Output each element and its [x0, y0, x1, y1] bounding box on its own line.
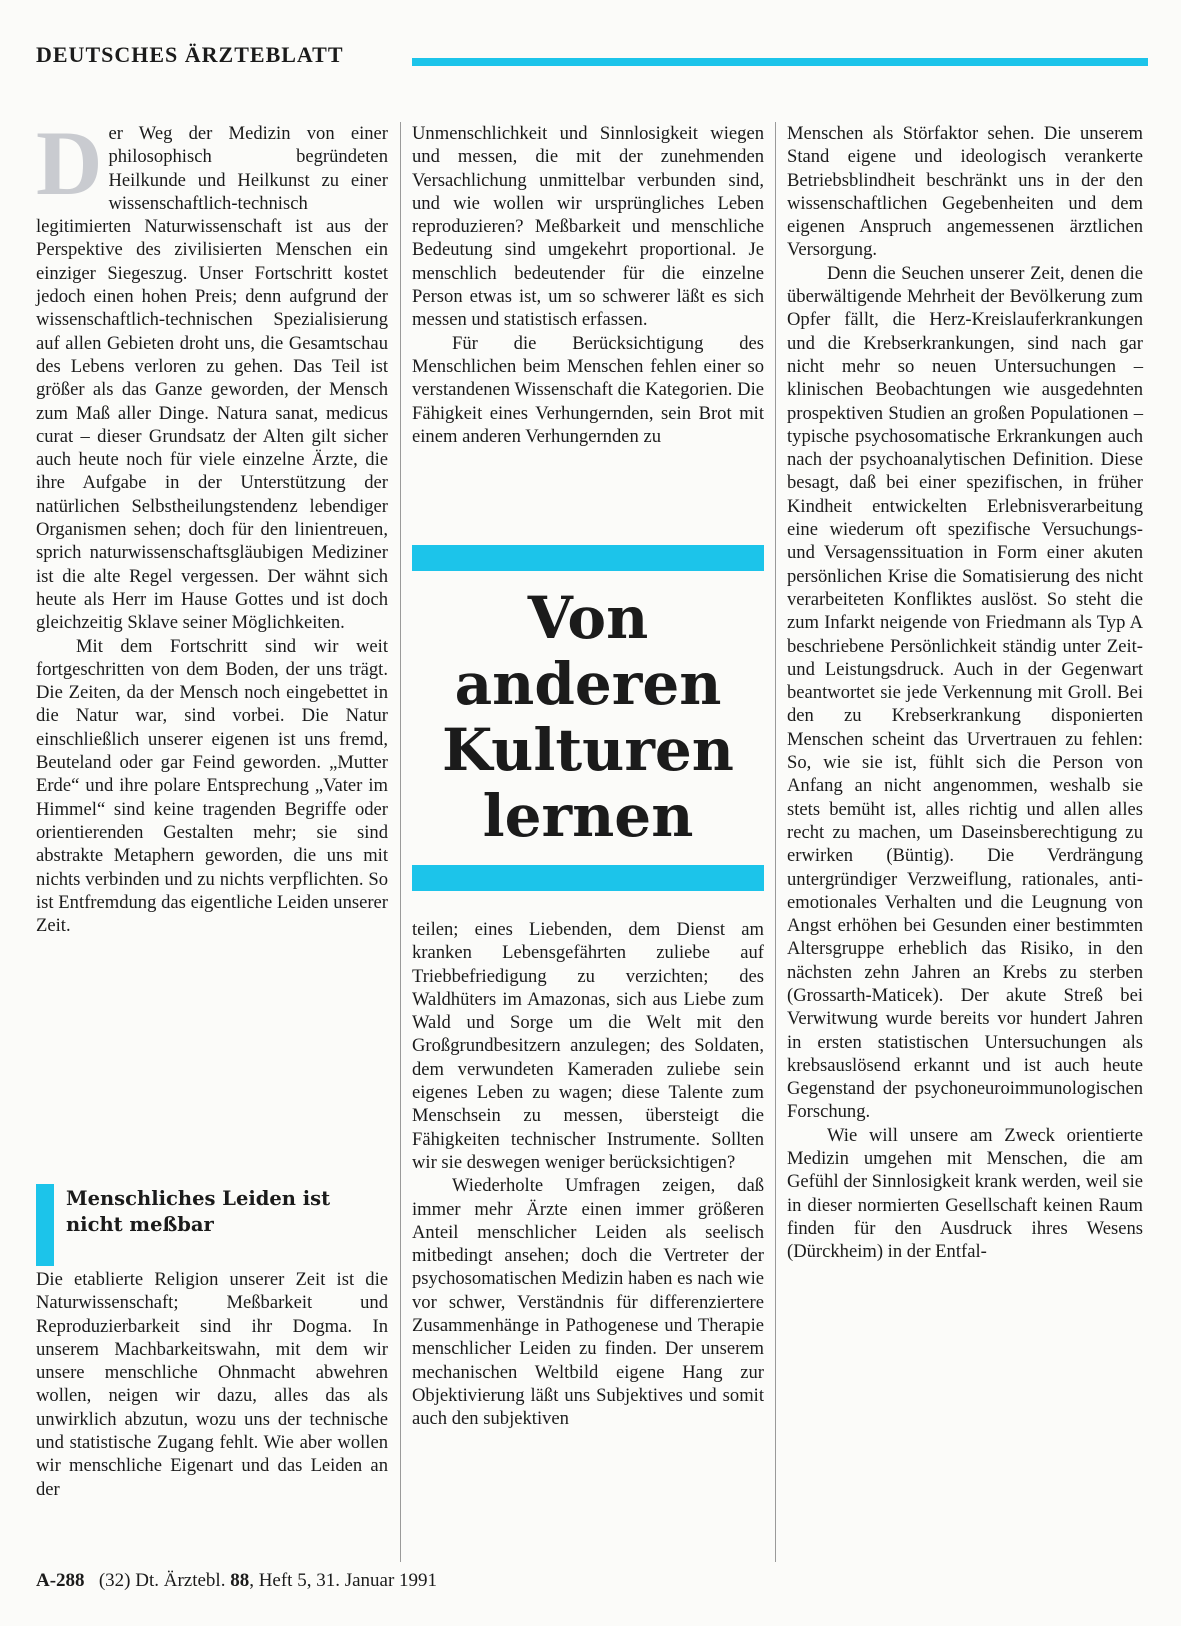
paragraph: Unmenschlichkeit und Sinnlosigkeit wiegen und messen, die mit der zunehmenden Versachlichung unmittelbar verbunden sind, und wie wollen wir ursprüngliches Leben reproduzieren? Meßbarkeit und menschliche Bedeutung sind umgekehrt proportional. Je menschlich bedeutender für die einzelne Person etwas ist, um so schwerer läßt es sich messen und statistisch erfassen.	[412, 123, 764, 331]
headline-box	[412, 545, 764, 890]
column-1-continued	[36, 1268, 388, 1501]
headline-bar-bottom	[412, 865, 764, 891]
subheading-block	[36, 1184, 388, 1266]
paragraph	[36, 112, 388, 635]
journal-citation: (32) Dt. Ärztebl.	[98, 1570, 226, 1591]
subheading: Menschliches Leiden ist nicht meßbar	[66, 1187, 331, 1236]
issue-date: , Heft 5, 31. Januar 1991	[249, 1570, 438, 1591]
column-2	[412, 122, 764, 448]
paragraph: Für die Berücksichtigung des Menschlichen beim Menschen fehlen einer so verstandenen Wissenschaft die Kategorien. Die Fähigkeit eines Verhungernden, sein Brot mit einem anderen Verhungernden zu	[412, 332, 764, 447]
paragraph: Wie will unsere am Zweck orientierte Medizin umgehen mit Menschen, die am Gefühl der Sinnlosigkeit krank werden, weil sie in dieser normierten Gesellschaft keinen Raum finden für den Ausdruck ihres Wesens (Dürckheim) in der Entfal-	[787, 1124, 1143, 1263]
paragraph: teilen; eines Liebenden, dem Dienst am kranken Lebensgefährten zuliebe auf Triebbefriedigung zu verzichten; des Waldhüters im Amazonas, sich aus Liebe zum Wald und Sorge um die Welt mit den Großgrundbesitzern anzulegen; des Soldaten, dem verwundeten Kameraden zuliebe sein eigenes Leben zu wagen; diese Talente zum Menschsein zu messen, übersteigt die Fähigkeiten technischer Instrumente. Sollten wir sie deswegen weniger berücksichtigen?	[412, 919, 764, 1173]
column-divider	[400, 122, 401, 1562]
page-footer	[36, 1570, 437, 1592]
column-2-continued	[412, 918, 764, 1431]
paragraph: Wiederholte Umfragen zeigen, daß immer mehr Ärzte einen immer größeren Anteil menschlicher Leiden als seelisch mitbedingt ansehen; doch die Vertreter der psychosomatischen Medizin haben es nach wie vor schwer, Verständnis für differenziertere Zusammenhänge in Pathogenese und Therapie menschlicher Leiden zu finden. Der unserem mechanischen Weltbild eigene Hang zur Objektivierung läßt uns Subjektives und somit auch den subjektiven	[412, 1175, 764, 1430]
masthead-rule	[412, 58, 1148, 66]
paragraph: Menschen als Störfaktor sehen. Die unserem Stand eigene und ideologisch verankerte Betriebsblindheit beschränkt uns in der den wissenschaftlichen Gegebenheiten und dem eigenen Anspruch angemessenen ärztlichen Versorgung.	[787, 123, 1143, 261]
paragraph: Denn die Seuchen unserer Zeit, denen die überwältigende Mehrheit der Bevölkerung zum Opfer fällt, die Herz-Kreislauferkrankungen und die Krebserkrankungen, sind nach gar nicht mehr so neuen Untersuchungen – klinischen Beobachtungen wie ausgedehnten prospektiven Studien an großen Populationen – typische psychosomatische Erkrankungen auch nach der psychoanalytischen Definition. Diese besagt, daß bei einer spezifischen, in früher Kindheit entwickelten Erlebnisverarbeitung eine wiederum oft spezifische Versuchungs- und Versagenssituation in Form einer akuten persönlichen Krise die Somatisierung des nicht verarbeiteten Konfliktes auslöst. So steht die zum Infarkt neigende von Friedmann als Typ A beschriebene Persönlichkeit ständig unter Zeit- und Leistungsdruck. Auch in der Gegenwart beantwortet sie jede Verkennung mit Groll. Bei den zu Krebserkrankung disponierten Menschen scheint das Urvertrauen zu fehlen: So, wie sie ist, fühlt sich die Person von Anfang an nicht angenommen, weshalb sie stets bemüht ist, alles richtig und allen alles recht zu machen, um Daseinsberechtigung zu erwirken (Büntig). Die Verdrängung untergründiger Verzweiflung, rationales, anti-emotionales Verhalten und die Leugnung von Angst erhöhen bei Gesunden einer bestimmten Altersgruppe erheblich das Risiko, in den nächsten zehn Jahren an Krebs zu sterben (Grossarth-Maticek). Der akute Streß bei Verwitwung wurde bereits vor hundert Jahren in ersten statistischen Untersuchungen als krebsauslösend erkannt und ist auch heute Gegenstand der psychoneuroimmunologischen Forschung.	[787, 262, 1143, 1123]
paragraph-text: er Weg der Medizin von einer philosophisch begründeten Heilkunde und Heilkunst zu einer wissenschaftlich-technisch legitimierten Naturwissenschaft ist aus der Perspektive des zivilisierten Menschen ein einziger Siegeszug. Unser Fortschritt kostet jedoch einen hohen Preis; denn aufgrund der wissenschaftlich-technischen Spezialisierung auf allen Gebieten droht uns, die Gesamtschau des Lebens verloren zu gehen. Das Teil ist größer als das Ganze geworden, der Mensch zum Maß aller Dinge. Natura sanat, medicus curat – dieser Grundsatz der Alten gilt sicher auch heute noch für viele einzelne Ärzte, die ihre Aufgabe in der Unterstützung der natürlichen Selbstheilungstendenz lebendiger Organismen sehen; doch für den linientreuen, sprich naturwissenschaftsgläubigen Mediziner ist die alte Regel vergessen. Der wähnt sich heute als Herr im Hause Gottes und ist doch gleichzeitig Sklave seiner Möglichkeiten.	[36, 123, 388, 634]
column-divider	[775, 122, 776, 1562]
paragraph: Die etablierte Religion unserer Zeit ist die Naturwissenschaft; Meßbarkeit und Reproduzierbarkeit sind ihr Dogma. In unserem Machbarkeitswahn, mit dem wir unsere menschliche Ohnmacht abwehren wollen, neigen wir dazu, alles das als unwirklich abzutun, wozu uns der technische und statistische Zugang fehlt. Wie aber wollen wir menschliche Eigenart und das Leiden an der	[36, 1269, 388, 1500]
headline: Von anderen Kulturen lernen	[442, 584, 734, 850]
page-number: A-288	[36, 1570, 85, 1591]
paragraph: Mit dem Fortschritt sind wir weit fortgeschritten von dem Boden, der uns trägt. Die Zeiten, da der Mensch noch eingebettet in die Natur war, sind vorbei. Die Natur einschließlich unserer eigenen ist uns fremd, Beuteland oder gar Feind geworden. „Mutter Erde“ und ihre polare Entsprechung „Vater im Himmel“ sind keine tragenden Begriffe oder orientierenden Gestalten mehr; sie sind abstrakte Metaphern geworden, die uns mit nichts verbinden und zu nichts verpflichten. So ist Entfremdung das eigentliche Leiden unserer Zeit.	[36, 635, 388, 937]
masthead: DEUTSCHES ÄRZTEBLATT	[36, 42, 344, 67]
drop-cap: D	[36, 112, 103, 214]
column-3	[787, 122, 1143, 1264]
subheading-accent-bar	[36, 1184, 54, 1266]
volume-number: 88	[230, 1570, 250, 1591]
headline-bar-top	[412, 545, 764, 571]
column-1	[36, 112, 388, 937]
